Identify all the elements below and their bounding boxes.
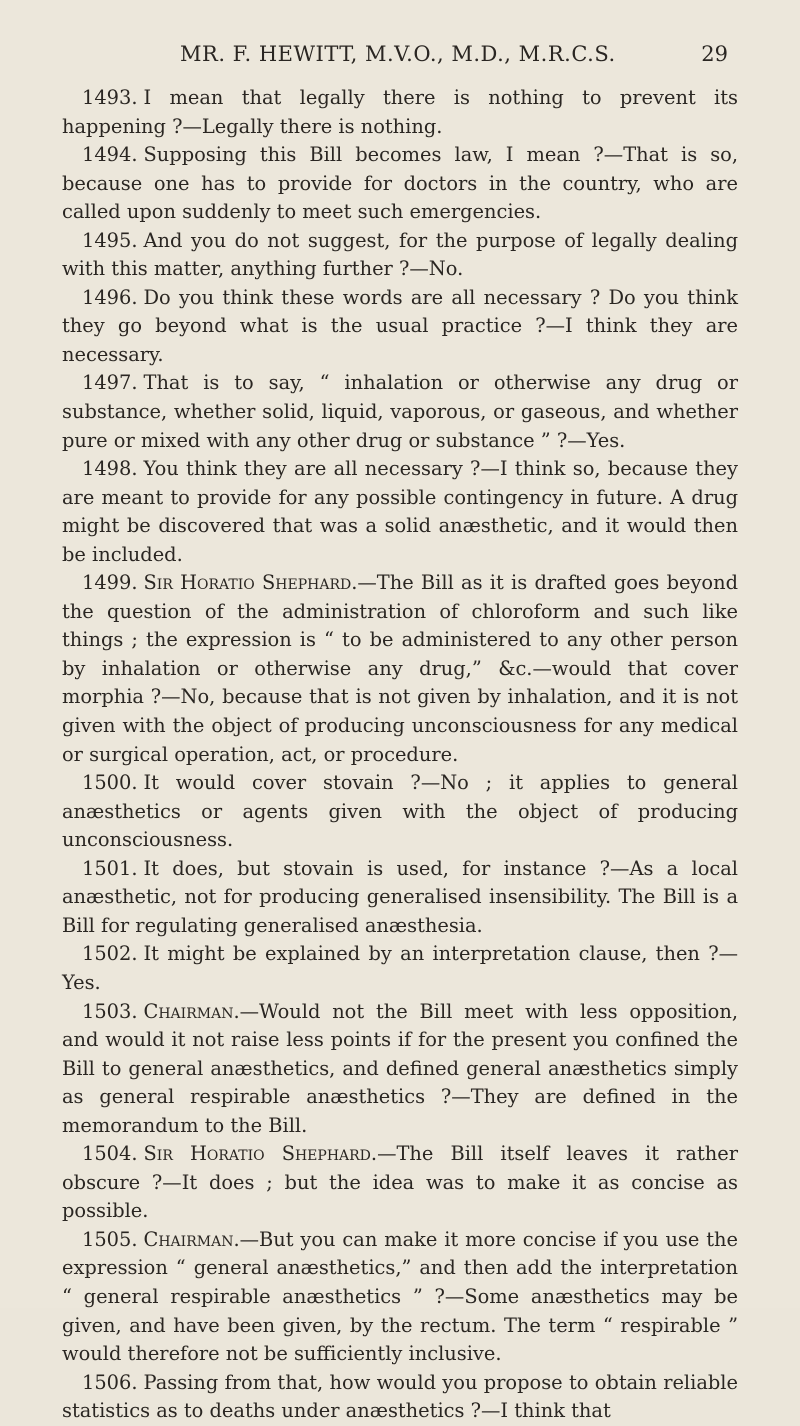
paragraph-1505: [62, 1226, 738, 1369]
paragraph-text: It does, but stovain is used, for instance ?—As a local anæsthetic, not for producing generalised insensibility. The Bill is a Bill for regulating generalised anæsthesia.: [62, 856, 738, 937]
paragraph-number: 1499.: [82, 571, 138, 595]
paragraph-number: 1498.: [82, 457, 138, 481]
paragraph-text: Supposing this Bill becomes law, I mean ?—That is so, because one has to provide for doctors in the country, who are called upon suddenly to meet such emergencies.: [62, 143, 738, 224]
paragraph-number: 1506.: [82, 1370, 138, 1394]
paragraph-1504: [62, 1140, 738, 1226]
paragraph-text: —But you can make it more concise if you use the expression “ general anæsthetics,” and then add the interpretation “ general respirable anæsthetics ” ?—Some anæsthetics may be given, and have been given, by the rectum. The term “ respirable ” would therefore not be sufficiently inclusive.: [62, 1227, 738, 1366]
paragraph-number: 1503.: [82, 999, 138, 1023]
paragraph-text: And you do not suggest, for the purpose of legally dealing with this matter, anything further ?—No.: [62, 228, 738, 281]
paragraph-number: 1494.: [82, 143, 138, 167]
paragraph-1501: [62, 855, 738, 941]
paragraph-number: 1501.: [82, 856, 138, 880]
paragraph-text: —The Bill itself leaves it rather obscure ?—It does ; but the idea was to make it as concise as possible.: [62, 1142, 738, 1223]
paragraph-1497: [62, 369, 738, 455]
paragraph-1499: [62, 569, 738, 769]
paragraph-1495: [62, 227, 738, 284]
paragraph-1506: [62, 1369, 738, 1426]
paragraph-number: 1493.: [82, 86, 138, 109]
running-head-title: MR. F. HEWITT, M.V.O., M.D., M.R.C.S.: [180, 42, 616, 66]
body-text: [62, 84, 738, 1426]
running-header: [52, 42, 742, 74]
paragraph-text: —Would not the Bill meet with less opposition, and would it not raise less points if for the present you confined the Bill to general anæsthetics, and defined general anæsthetics simply as general respirable anæsthetics ?—They are defined in the memorandum to the Bill.: [62, 999, 738, 1137]
paragraph-text: It might be explained by an interpretation clause, then ?—Yes.: [62, 942, 738, 994]
page-number: 29: [701, 42, 728, 66]
paragraph-number: 1502.: [82, 942, 138, 966]
paragraph-number: 1495.: [82, 228, 138, 252]
paragraph-1502: [62, 940, 738, 997]
paragraph-text: Do you think these words are all necessary ? Do you think they go beyond what is the usual practice ?—I think they are necessary.: [62, 285, 738, 366]
paragraph-number: 1504.: [82, 1142, 138, 1166]
paragraph-1500: [62, 769, 738, 855]
paragraph-text: —The Bill as it is drafted goes beyond the question of the administration of chloroform and such like things ; the expression is “ to be administered to any other person by inhalation or otherwise any drug,” &c.—would that cover morphia ?—No, because that is not given by inhalation, and it is not given with the object of producing unconsciousness for any medical or surgical operation, act, or procedure.: [62, 571, 738, 766]
paragraph-1494: [62, 141, 738, 227]
paragraph-text: Passing from that, how would you propose to obtain reliable statistics as to deaths under anæsthetics ?—I think that: [62, 1370, 738, 1423]
speaker-name: Sir Horatio Shephard.: [143, 1142, 378, 1166]
paragraph-number: 1497.: [82, 371, 138, 395]
paragraph-number: 1500.: [82, 771, 138, 795]
paragraph-number: 1505.: [82, 1227, 138, 1251]
paragraph-number: 1496.: [82, 285, 138, 309]
paragraph-1498: [62, 455, 738, 569]
paragraph-1503: [62, 998, 738, 1141]
paragraph-text: I mean that legally there is nothing to prevent its happening ?—Legally there is nothing.: [62, 86, 738, 138]
paragraph-text: It would cover stovain ?—No ; it applies to general anæsthetics or agents given with the object of producing unconsciousness.: [62, 771, 738, 852]
speaker-name: Sir Horatio Shephard.: [143, 571, 358, 595]
speaker-name: Chairman.: [143, 999, 240, 1023]
paragraph-1496: [62, 284, 738, 370]
paragraph-text: You think they are all necessary ?—I think so, because they are meant to provide for any possible contingency in future. A drug might be discovered that was a solid anæsthetic, and it would then be included.: [62, 457, 738, 566]
paragraph-text: That is to say, “ inhalation or otherwise any drug or substance, whether solid, liquid, vaporous, or gaseous, and whether pure or mixed with any other drug or substance ” ?—Yes.: [62, 371, 738, 452]
speaker-name: Chairman.: [143, 1227, 240, 1251]
paragraph-1493: [62, 84, 738, 141]
